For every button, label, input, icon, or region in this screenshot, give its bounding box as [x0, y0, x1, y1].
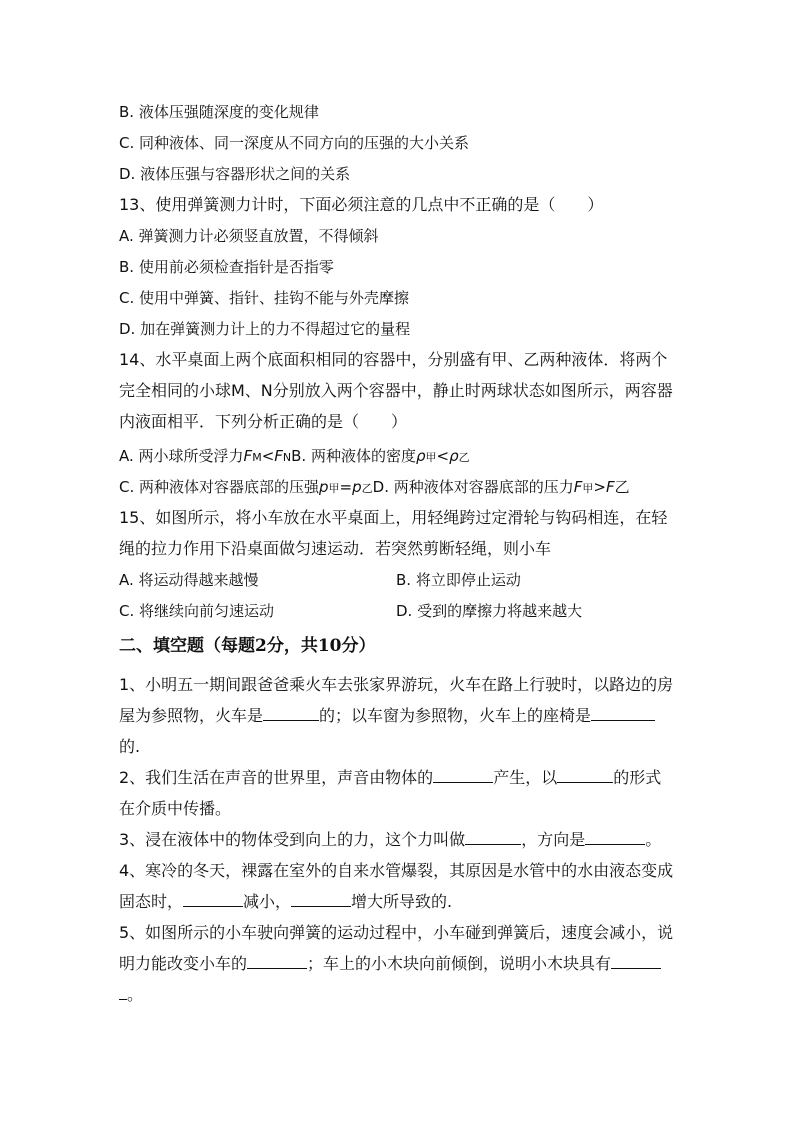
question-15-stem-line-2: [119, 539, 551, 559]
question-text: 1、小明五一期间跟爸爸乘火车去张家界游玩，火车在路上行驶时，以路边的房: [119, 675, 674, 694]
fill-1-line-1: [119, 675, 673, 695]
question-text: 。: [127, 985, 144, 1004]
answer-blank[interactable]: [433, 768, 493, 783]
question-text: 内液面相平．下列分析正确的是（ ）: [119, 412, 408, 431]
question-12-option-b: [119, 102, 319, 122]
option-b-text: B. 两种液体的密度: [291, 447, 416, 465]
option-d-text: D. 受到的摩擦力将越来越大: [396, 602, 583, 620]
question-text: 13、使用弹簧测力计时，下面必须注意的几点中不正确的是（ ）: [119, 195, 604, 214]
answer-blank[interactable]: [465, 830, 521, 845]
option-c-text: C. 将继续向前匀速运动: [119, 602, 275, 620]
option-text: D. 液体压强与容器形状之间的关系: [119, 165, 351, 183]
answer-blank[interactable]: [247, 954, 307, 969]
greater-than-sign: >: [593, 478, 606, 496]
option-text: B. 使用前必须检查指针是否指零: [119, 258, 334, 276]
pressure-symbol: p: [319, 478, 329, 496]
question-text: 3、浸在液体中的物体受到向上的力，这个力叫做: [119, 830, 466, 849]
equals-sign: =: [339, 478, 353, 496]
fill-1-line-3: [119, 737, 140, 757]
fill-4-line-1: [119, 861, 673, 881]
question-14-stem-line-2: [119, 381, 673, 401]
question-text: 的；以车窗为参照物，火车上的座椅是: [319, 706, 592, 725]
question-text: 4、寒冷的冬天，裸露在室外的自来水管爆裂，其原因是水管中的水由液态变成: [119, 861, 674, 880]
question-13-option-d: [119, 319, 410, 339]
subscript: 甲: [425, 451, 437, 464]
question-text: 2、我们生活在声音的世界里，声音由物体的: [119, 768, 434, 787]
fill-5-line-2: [119, 954, 661, 974]
question-text: 14、水平桌面上两个底面积相同的容器中，分别盛有甲、乙两种液体．将两个: [119, 350, 668, 369]
section-title: 二、填空题（每题2分，共10分）: [119, 636, 376, 656]
question-text: 固态时，: [119, 892, 184, 911]
density-symbol: ρ: [415, 447, 426, 465]
question-15-options-ab: [119, 570, 521, 590]
option-a-text: A. 将运动得越来越慢: [119, 571, 259, 589]
question-text: 的.: [119, 737, 141, 756]
answer-blank[interactable]: [557, 768, 613, 783]
question-text: 。: [645, 830, 662, 849]
subscript: 乙: [614, 478, 630, 496]
question-text: 在介质中传播。: [119, 799, 232, 818]
fill-5-line-3: [119, 985, 143, 1005]
question-14-stem-line-1: [119, 350, 667, 370]
question-13-stem: [119, 195, 603, 215]
question-13-option-a: [119, 226, 379, 246]
option-c-text: C. 两种液体对容器底部的压强: [119, 478, 320, 496]
fill-5-line-1: [119, 923, 673, 943]
option-text: A. 弹簧测力计必须竖直放置，不得倾斜: [119, 227, 379, 245]
force-symbol: F: [605, 478, 615, 496]
fill-4-line-2: [119, 892, 452, 912]
question-15-stem-line-1: [119, 508, 667, 528]
question-13-option-b: [119, 257, 334, 277]
less-than-sign: <: [261, 447, 275, 465]
option-text: B. 液体压强随深度的变化规律: [119, 103, 319, 121]
question-text: ，方向是: [521, 830, 586, 849]
question-text: 产生，以: [493, 768, 558, 787]
question-12-option-d: [119, 164, 350, 184]
subscript: M: [252, 451, 262, 464]
question-text: 明力能改变小车的: [119, 954, 248, 973]
question-12-option-c: [119, 133, 469, 153]
force-symbol: F: [573, 478, 583, 496]
option-d-text: D. 两种液体对容器底部的压力: [372, 478, 574, 496]
question-text: 增大所导致的.: [351, 892, 453, 911]
question-text: ；车上的小木块向前倾倒，说明小木块具有: [307, 954, 612, 973]
subscript: 乙: [458, 451, 470, 464]
force-symbol: F: [274, 447, 283, 465]
option-a-text: A. 两小球所受浮力: [119, 447, 244, 465]
answer-blank[interactable]: [585, 830, 645, 845]
option-b-text: B. 将立即停止运动: [396, 571, 521, 589]
question-text: 15、如图所示，将小车放在水平桌面上，用轻绳跨过定滑轮与钩码相连，在轻: [119, 508, 668, 527]
less-than-sign: <: [436, 447, 450, 465]
answer-blank[interactable]: [611, 954, 661, 969]
fill-3-line-1: [119, 830, 661, 850]
subscript: 甲: [328, 482, 340, 495]
density-symbol: ρ: [449, 447, 459, 465]
question-14-options-ab: [119, 446, 470, 468]
question-text: 完全相同的小球M、N分别放入两个容器中，静止时两球状态如图所示，两容器: [119, 381, 673, 400]
pressure-symbol: p: [352, 478, 362, 496]
option-text: C. 同种液体、同一深度从不同方向的压强的大小关系: [119, 134, 470, 152]
fill-2-line-1: [119, 768, 661, 788]
answer-blank[interactable]: [119, 985, 127, 1000]
answer-blank[interactable]: [183, 892, 243, 907]
answer-blank[interactable]: [591, 706, 655, 721]
question-text: 绳的拉力作用下沿桌面做匀速运动．若突然剪断轻绳，则小车: [119, 539, 552, 558]
option-text: D. 加在弹簧测力计上的力不得超过它的量程: [119, 320, 411, 338]
question-14-options-cd: [119, 477, 630, 499]
force-symbol: F: [243, 447, 253, 465]
question-text: 屋为参照物，火车是: [119, 706, 264, 725]
subscript: 甲: [582, 482, 594, 495]
answer-blank[interactable]: [291, 892, 351, 907]
question-text: 减小，: [243, 892, 292, 911]
fill-1-line-2: [119, 706, 655, 726]
question-text: 的形式: [613, 768, 662, 787]
subscript: N: [282, 451, 292, 464]
option-text: C. 使用中弹簧、指针、挂钩不能与外壳摩擦: [119, 289, 410, 307]
section-2-heading: [119, 636, 376, 656]
question-14-stem-line-3: [119, 412, 407, 432]
subscript: 乙: [361, 482, 373, 495]
answer-blank[interactable]: [263, 706, 319, 721]
question-13-option-c: [119, 288, 409, 308]
question-15-options-cd: [119, 601, 583, 621]
question-text: 5、如图所示的小车驶向弹簧的运动过程中，小车碰到弹簧后，速度会减小，说: [119, 923, 674, 942]
fill-2-line-2: [119, 799, 231, 819]
